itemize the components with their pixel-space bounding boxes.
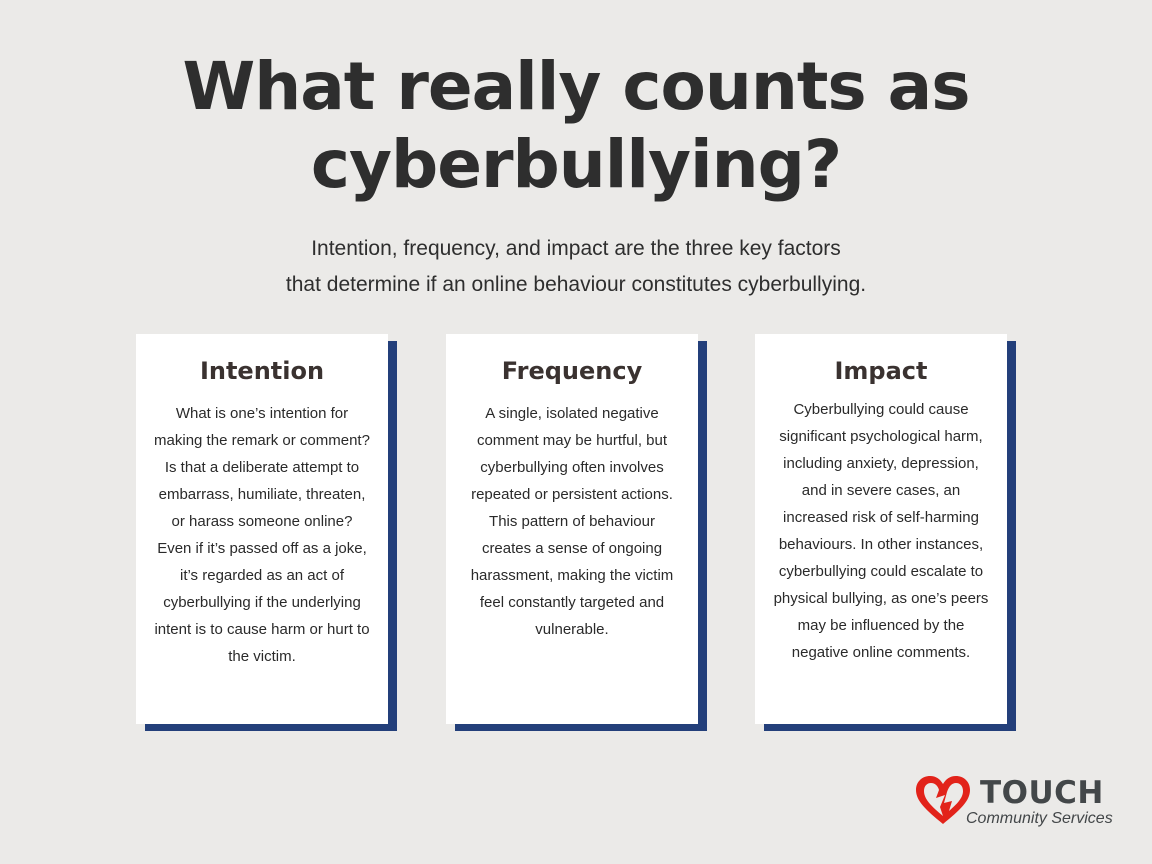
card-intention-title: Intention: [199, 357, 325, 385]
card-frequency-body: A single, isolated negative comment may be hurtful, but cyberbullying often involves repeated or persistent actions. This pattern of behaviour creates a sense of ongoing harassment, making the victim feel constantly targeted and vulnerable.: [470, 405, 674, 638]
card-frequency-title: Frequency: [501, 357, 643, 385]
page-title: [0, 48, 1152, 204]
card-impact-body: Cyberbullying could cause significant psychological harm, including anxiety, depression, and in severe cases, an increased risk of self-harming behaviours. In other instances, cyberbullying could escalate to physical bullying, as one’s peers may be influenced by the negative online comments.: [773, 401, 989, 661]
subtitle-line-1: Intention, frequency, and impact are the three key factors: [311, 237, 841, 260]
subtitle-line-2: that determine if an online behaviour constitutes cyberbullying.: [285, 273, 867, 296]
card-impact: [755, 334, 1007, 724]
title-line-2: cyberbullying?: [310, 126, 842, 203]
card-intention-body: What is one’s intention for making the remark or comment? Is that a deliberate attempt to embarrass, humiliate, threaten, or harass someone online? Even if it’s passed off as a joke, it’s regarded as an act of cyberbullying if the underlying intent is to cause harm or hurt to the victim.: [154, 405, 370, 665]
logo-tagline: Community Services: [966, 810, 1113, 827]
card-frequency: [446, 334, 698, 724]
touch-logo: [914, 774, 1124, 830]
card-intention: [136, 334, 388, 724]
logo-name: TOUCH: [980, 775, 1104, 811]
title-line-1: What really counts as: [182, 48, 970, 125]
page-subtitle: [0, 231, 1152, 303]
heart-icon: [914, 774, 972, 828]
card-impact-title: Impact: [834, 357, 928, 385]
